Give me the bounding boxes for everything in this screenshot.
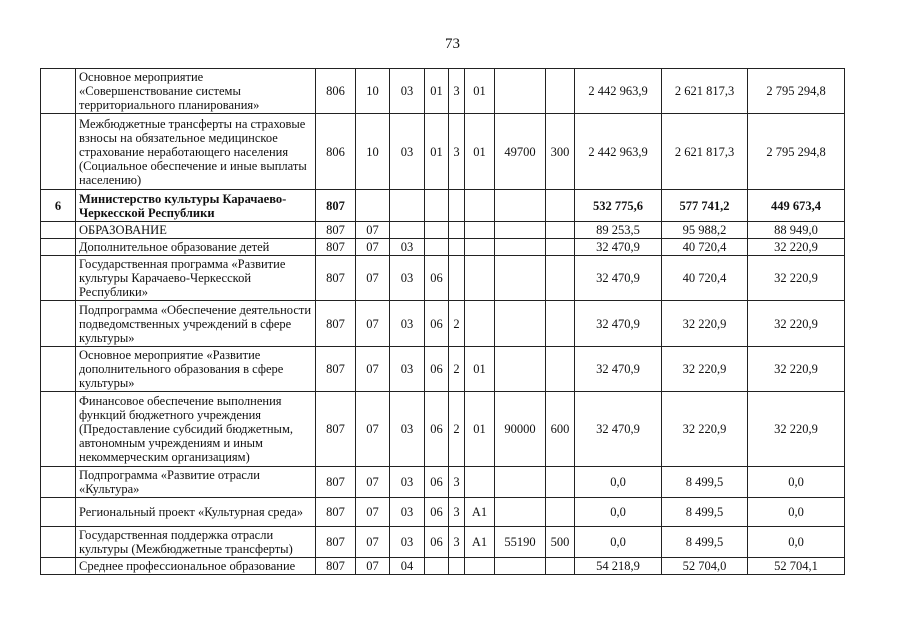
section-code: 07	[356, 256, 390, 301]
program-code	[425, 222, 449, 239]
program-code: 01	[425, 114, 449, 190]
amount-year-2: 40 720,4	[662, 256, 748, 301]
table-row	[41, 114, 845, 190]
expense-type-code: 300	[546, 114, 575, 190]
program-code: 06	[425, 392, 449, 467]
subsection-code: 03	[390, 239, 425, 256]
amount-year-2: 40 720,4	[662, 239, 748, 256]
amount-year-3: 449 673,4	[748, 190, 845, 222]
subprogram-code: 3	[449, 114, 465, 190]
expense-type-code	[546, 467, 575, 498]
table-body	[41, 69, 845, 575]
row-number: 6	[41, 190, 76, 222]
amount-year-1: 532 775,6	[575, 190, 662, 222]
row-number	[41, 69, 76, 114]
direction-code	[495, 256, 546, 301]
section-code: 07	[356, 527, 390, 558]
subprogram-code: 2	[449, 301, 465, 347]
subsection-code: 03	[390, 69, 425, 114]
amount-year-3: 0,0	[748, 467, 845, 498]
amount-year-3: 52 704,1	[748, 558, 845, 575]
row-number	[41, 392, 76, 467]
subprogram-code: 2	[449, 392, 465, 467]
amount-year-3: 2 795 294,8	[748, 114, 845, 190]
ministry-code: 806	[316, 69, 356, 114]
expense-type-code	[546, 301, 575, 347]
row-number	[41, 114, 76, 190]
subsection-code: 04	[390, 558, 425, 575]
amount-year-3: 32 220,9	[748, 347, 845, 392]
amount-year-1: 89 253,5	[575, 222, 662, 239]
direction-code	[495, 239, 546, 256]
subsection-code	[390, 190, 425, 222]
ministry-code: 807	[316, 527, 356, 558]
event-code	[465, 256, 495, 301]
amount-year-3: 32 220,9	[748, 256, 845, 301]
subsection-code: 03	[390, 256, 425, 301]
program-code: 06	[425, 256, 449, 301]
ministry-code: 807	[316, 558, 356, 575]
row-name: Основное мероприятие «Совершенствование системы территориального планирования»	[76, 69, 316, 114]
direction-code	[495, 467, 546, 498]
amount-year-3: 32 220,9	[748, 392, 845, 467]
expense-type-code	[546, 558, 575, 575]
subprogram-code	[449, 190, 465, 222]
program-code: 06	[425, 301, 449, 347]
ministry-code: 807	[316, 347, 356, 392]
row-name: Государственная поддержка отрасли культуры (Межбюджетные трансферты)	[76, 527, 316, 558]
expense-type-code	[546, 190, 575, 222]
program-code: 06	[425, 498, 449, 527]
event-code: 01	[465, 114, 495, 190]
event-code	[465, 558, 495, 575]
event-code: 01	[465, 347, 495, 392]
subprogram-code: 3	[449, 467, 465, 498]
subsection-code: 03	[390, 114, 425, 190]
ministry-code: 807	[316, 392, 356, 467]
subsection-code: 03	[390, 498, 425, 527]
event-code: A1	[465, 498, 495, 527]
direction-code	[495, 498, 546, 527]
section-code: 07	[356, 301, 390, 347]
row-name: Среднее профессиональное образование	[76, 558, 316, 575]
subprogram-code: 3	[449, 527, 465, 558]
row-number	[41, 222, 76, 239]
row-name: Министерство культуры Карачаево-Черкесской Республики	[76, 190, 316, 222]
section-code: 07	[356, 558, 390, 575]
event-code: 01	[465, 392, 495, 467]
subsection-code: 03	[390, 347, 425, 392]
table-row	[41, 392, 845, 467]
expense-type-code	[546, 256, 575, 301]
ministry-code: 807	[316, 301, 356, 347]
ministry-code: 807	[316, 256, 356, 301]
ministry-code: 807	[316, 467, 356, 498]
row-number	[41, 558, 76, 575]
direction-code	[495, 301, 546, 347]
amount-year-1: 32 470,9	[575, 392, 662, 467]
page-number: 73	[445, 36, 460, 52]
ministry-code: 807	[316, 239, 356, 256]
ministry-code: 807	[316, 498, 356, 527]
amount-year-1: 0,0	[575, 527, 662, 558]
subsection-code: 03	[390, 467, 425, 498]
expense-type-code	[546, 69, 575, 114]
amount-year-2: 8 499,5	[662, 467, 748, 498]
table-row	[41, 498, 845, 527]
row-number	[41, 347, 76, 392]
event-code	[465, 239, 495, 256]
amount-year-3: 88 949,0	[748, 222, 845, 239]
event-code: 01	[465, 69, 495, 114]
direction-code: 49700	[495, 114, 546, 190]
amount-year-2: 2 621 817,3	[662, 69, 748, 114]
section-code: 10	[356, 69, 390, 114]
row-name: Региональный проект «Культурная среда»	[76, 498, 316, 527]
amount-year-1: 32 470,9	[575, 239, 662, 256]
event-code	[465, 467, 495, 498]
row-number	[41, 498, 76, 527]
section-code: 07	[356, 239, 390, 256]
subsection-code	[390, 222, 425, 239]
row-name: Дополнительное образование детей	[76, 239, 316, 256]
amount-year-1: 54 218,9	[575, 558, 662, 575]
table-row	[41, 558, 845, 575]
amount-year-1: 32 470,9	[575, 347, 662, 392]
table-row	[41, 467, 845, 498]
amount-year-3: 0,0	[748, 527, 845, 558]
program-code: 01	[425, 69, 449, 114]
expense-type-code	[546, 498, 575, 527]
section-code	[356, 190, 390, 222]
subprogram-code	[449, 222, 465, 239]
subsection-code: 03	[390, 392, 425, 467]
amount-year-2: 95 988,2	[662, 222, 748, 239]
amount-year-3: 2 795 294,8	[748, 69, 845, 114]
subprogram-code	[449, 239, 465, 256]
program-code: 06	[425, 527, 449, 558]
event-code	[465, 301, 495, 347]
row-number	[41, 527, 76, 558]
amount-year-2: 32 220,9	[662, 347, 748, 392]
subprogram-code	[449, 256, 465, 301]
table-row	[41, 301, 845, 347]
amount-year-2: 8 499,5	[662, 527, 748, 558]
event-code: A1	[465, 527, 495, 558]
amount-year-2: 32 220,9	[662, 301, 748, 347]
ministry-code: 807	[316, 222, 356, 239]
program-code	[425, 239, 449, 256]
amount-year-1: 2 442 963,9	[575, 114, 662, 190]
row-name: Государственная программа «Развитие культуры Карачаево-Черкесской Республики»	[76, 256, 316, 301]
row-number	[41, 467, 76, 498]
table-row	[41, 256, 845, 301]
event-code	[465, 190, 495, 222]
amount-year-3: 0,0	[748, 498, 845, 527]
row-name: ОБРАЗОВАНИЕ	[76, 222, 316, 239]
row-name: Подпрограмма «Развитие отрасли «Культура»	[76, 467, 316, 498]
program-code: 06	[425, 347, 449, 392]
direction-code	[495, 69, 546, 114]
amount-year-2: 577 741,2	[662, 190, 748, 222]
direction-code	[495, 347, 546, 392]
direction-code	[495, 190, 546, 222]
subprogram-code: 2	[449, 347, 465, 392]
expense-type-code	[546, 347, 575, 392]
program-code	[425, 190, 449, 222]
ministry-code: 806	[316, 114, 356, 190]
row-number	[41, 239, 76, 256]
table-row	[41, 239, 845, 256]
amount-year-2: 2 621 817,3	[662, 114, 748, 190]
section-code: 07	[356, 392, 390, 467]
direction-code	[495, 222, 546, 239]
row-number	[41, 256, 76, 301]
amount-year-1: 0,0	[575, 498, 662, 527]
direction-code: 90000	[495, 392, 546, 467]
section-code: 07	[356, 222, 390, 239]
subprogram-code: 3	[449, 69, 465, 114]
direction-code	[495, 558, 546, 575]
table-row	[41, 69, 845, 114]
amount-year-2: 8 499,5	[662, 498, 748, 527]
expense-type-code: 500	[546, 527, 575, 558]
direction-code: 55190	[495, 527, 546, 558]
amount-year-1: 0,0	[575, 467, 662, 498]
row-name: Подпрограмма «Обеспечение деятельности подведомственных учреждений в сфере культуры»	[76, 301, 316, 347]
row-name: Основное мероприятие «Развитие дополнительного образования в сфере культуры»	[76, 347, 316, 392]
ministry-code: 807	[316, 190, 356, 222]
table-row	[41, 527, 845, 558]
amount-year-1: 32 470,9	[575, 256, 662, 301]
amount-year-3: 32 220,9	[748, 239, 845, 256]
row-name: Финансовое обеспечение выполнения функций бюджетного учреждения (Предоставление субсидий бюджетным, автономным учреждениям и иным некоммерческим организациям)	[76, 392, 316, 467]
row-name: Межбюджетные трансферты на страховые взносы на обязательное медицинское страхование неработающего населения (Социальное обеспечение и иные выплаты населению)	[76, 114, 316, 190]
expense-type-code: 600	[546, 392, 575, 467]
section-code: 10	[356, 114, 390, 190]
section-code: 07	[356, 467, 390, 498]
subsection-code: 03	[390, 527, 425, 558]
program-code: 06	[425, 467, 449, 498]
section-code: 07	[356, 347, 390, 392]
budget-table	[40, 68, 845, 575]
table-row	[41, 222, 845, 239]
amount-year-3: 32 220,9	[748, 301, 845, 347]
subprogram-code	[449, 558, 465, 575]
amount-year-1: 2 442 963,9	[575, 69, 662, 114]
program-code	[425, 558, 449, 575]
subsection-code: 03	[390, 301, 425, 347]
event-code	[465, 222, 495, 239]
expense-type-code	[546, 222, 575, 239]
expense-type-code	[546, 239, 575, 256]
amount-year-2: 52 704,0	[662, 558, 748, 575]
row-number	[41, 301, 76, 347]
amount-year-2: 32 220,9	[662, 392, 748, 467]
subprogram-code: 3	[449, 498, 465, 527]
section-code: 07	[356, 498, 390, 527]
amount-year-1: 32 470,9	[575, 301, 662, 347]
table-row	[41, 190, 845, 222]
table-row	[41, 347, 845, 392]
